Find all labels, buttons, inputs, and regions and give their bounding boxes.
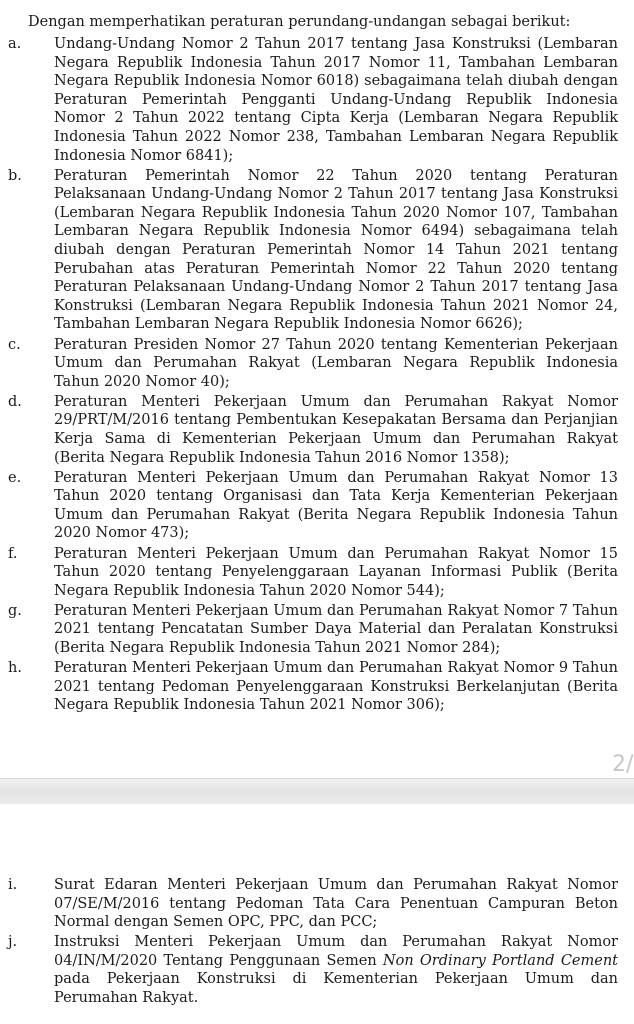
list-item — [8, 35, 618, 165]
list-item — [8, 167, 618, 334]
page-number: 2/ — [612, 752, 634, 777]
item-text: Peraturan Presiden Nomor 27 Tahun 2020 tentang Kementerian Pekerjaan Umum dan Perumahan Rakyat (Lembaran Negara Republik Indonesia Tahun 2020 Nomor 40); — [54, 336, 618, 390]
item-text: Peraturan Menteri Pekerjaan Umum dan Perumahan Rakyat Nomor 9 Tahun 2021 tentang Pedoman Penyelenggaraan Konstruksi Berkelanjutan (Berita Negara Republik Indonesia Tahun 2021 Nomor 306); — [54, 660, 618, 714]
item-text: Undang-Undang Nomor 2 Tahun 2017 tentang Jasa Konstruksi (Lembaran Negara Republik Indonesia Tahun 2017 Nomor 11, Tambahan Lembaran Negara Republik Indonesia Nomor 6018) sebagaimana telah diubah dengan Peraturan Pemerintah Pengganti Undang-Undang Republik Indonesia Nomor 2 Tahun 2022 tentang Cipta Kerja (Lembaran Negara Republik Indonesia Tahun 2022 Nomor 238, Tambahan Lembaran Negara Republik Indonesia Nomor 6841); — [54, 36, 618, 164]
item-marker: b. — [8, 167, 22, 184]
item-text: Peraturan Pemerintah Nomor 22 Tahun 2020 tentang Peraturan Pelaksanaan Undang-Undang Nomor 2 Tahun 2017 tentang Jasa Konstruksi (Lembaran Negara Republik Indonesia Tahun 2020 Nomor 107, Tambahan Lembaran Negara Republik Indonesia Nomor 6494) sebagaimana telah diubah dengan Peraturan Pemerintah Nomor 14 Tahun 2021 tentang Perubahan atas Peraturan Pemerintah Nomor 22 Tahun 2020 tentang Peraturan Pelaksanaan Undang-Undang Nomor 2 Tahun 2017 tentang Jasa Konstruksi (Lembaran Negara Republik Indonesia Tahun 2021 Nomor 24, Tambahan Lembaran Negara Republik Indonesia Nomor 6626); — [54, 167, 618, 333]
item-text: Surat Edaran Menteri Pekerjaan Umum dan Perumahan Rakyat Nomor 07/SE/M/2016 tentang Pedoman Tata Cara Penentuan Campuran Beton Normal dengan Semen OPC, PPC, dan PCC; — [54, 877, 618, 931]
list-item — [8, 336, 618, 392]
item-text: Peraturan Menteri Pekerjaan Umum dan Perumahan Rakyat Nomor 29/PRT/M/2016 tentang Pembentukan Kesepakatan Bersama dan Perjanjian Kerja Sama di Kementerian Pekerjaan Umum dan Perumahan Rakyat (Berita Negara Republik Indonesia Tahun 2016 Nomor 1358); — [54, 393, 618, 466]
item-marker: a. — [8, 36, 22, 52]
list-item — [8, 545, 618, 601]
item-marker: f. — [8, 545, 18, 562]
item-text: Peraturan Menteri Pekerjaan Umum dan Perumahan Rakyat Nomor 13 Tahun 2020 tentang Organisasi dan Tata Kerja Kementerian Pekerjaan Umum dan Perumahan Rakyat (Berita Negara Republik Indonesia Tahun 2020 Nomor 473); — [54, 469, 618, 542]
regulation-list-continued — [8, 876, 618, 1009]
item-text-before: Instruksi Menteri Pekerjaan Umum dan Perumahan Rakyat Nomor 04/IN/M/2020 Tentang Penggunaan Semen — [54, 934, 618, 969]
list-item — [8, 659, 618, 715]
item-text: Peraturan Menteri Pekerjaan Umum dan Perumahan Rakyat Nomor 7 Tahun 2021 tentang Pencatatan Sumber Daya Material dan Peralatan Konstruksi (Berita Negara Republik Indonesia Tahun 2021 Nomor 284); — [54, 602, 618, 656]
item-marker: g. — [8, 602, 22, 619]
item-marker: d. — [8, 393, 22, 410]
list-item — [8, 469, 618, 543]
item-marker: c. — [8, 336, 21, 353]
intro-paragraph: Dengan memperhatikan peraturan perundang-undangan sebagai berikut: — [28, 14, 571, 30]
item-marker: h. — [8, 660, 22, 677]
list-item — [8, 602, 618, 658]
document-page-2 — [0, 804, 634, 1024]
item-marker: e. — [8, 469, 22, 486]
list-item — [8, 393, 618, 467]
page-separator — [0, 778, 634, 805]
item-marker: i. — [8, 877, 18, 893]
list-item — [8, 876, 618, 932]
item-text-italic: Non Ordinary Portland Cement — [382, 952, 618, 969]
list-item — [8, 933, 618, 1007]
item-text-after: pada Pekerjaan Konstruksi di Kementerian Pekerjaan Umum dan Perumahan Rakyat. — [54, 971, 618, 1007]
item-marker: j. — [8, 934, 18, 951]
item-text — [54, 933, 618, 1007]
regulation-list — [8, 35, 618, 716]
item-text: Peraturan Menteri Pekerjaan Umum dan Perumahan Rakyat Nomor 15 Tahun 2020 tentang Penyelenggaraan Layanan Informasi Publik (Berita Negara Republik Indonesia Tahun 2020 Nomor 544); — [54, 545, 618, 599]
